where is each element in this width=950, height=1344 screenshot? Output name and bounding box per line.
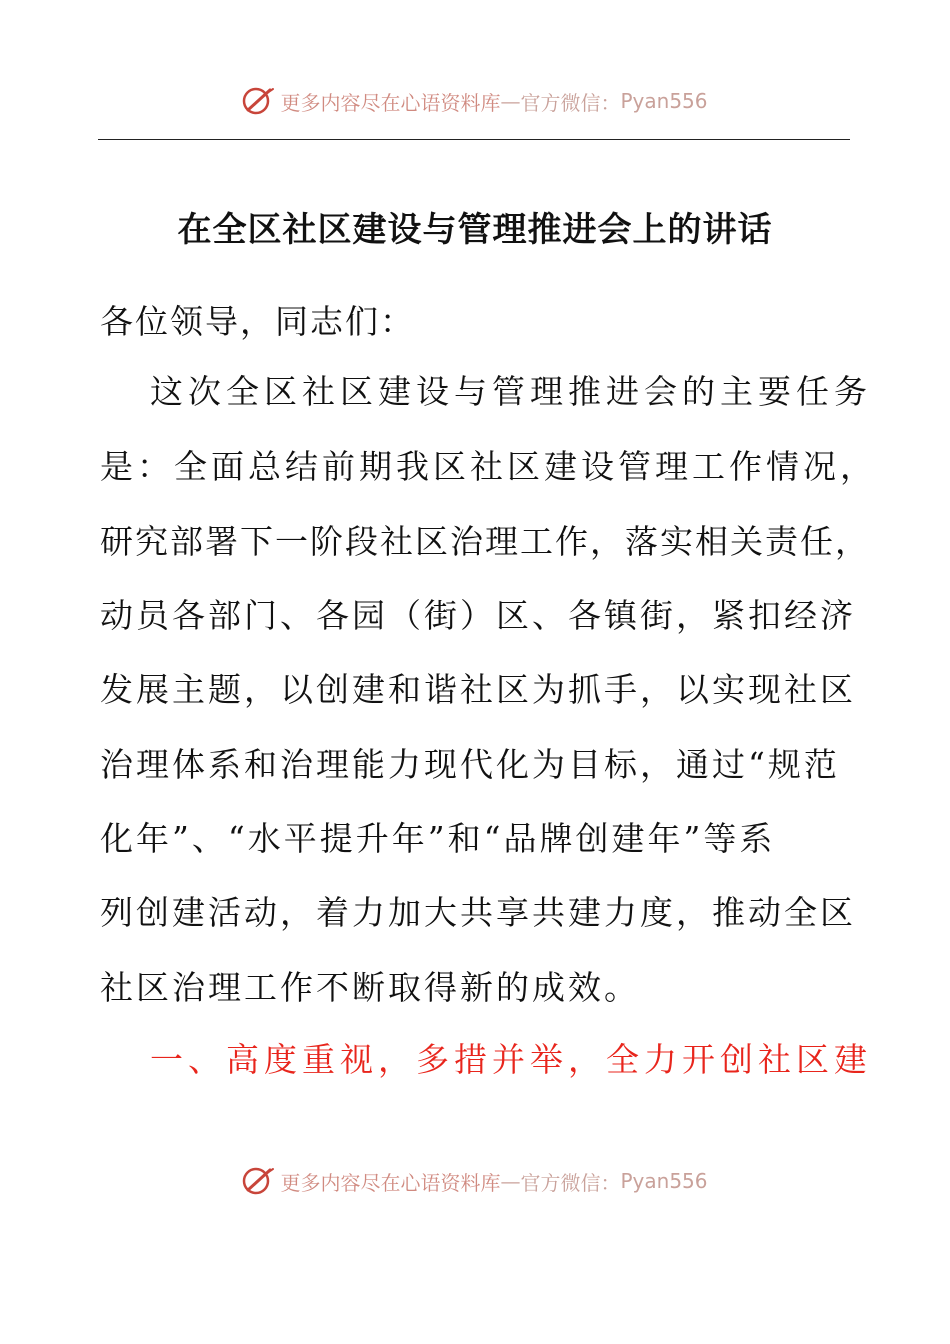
document-title: 在全区社区建设与管理推进会上的讲话	[177, 210, 773, 250]
body-line: 发展主题，以创建和谐社区为抓手，以实现社区	[100, 670, 856, 709]
pen-logo-icon	[242, 86, 276, 116]
header-rule	[98, 139, 850, 140]
body-line: 列创建活动，着力加大共享共建力度，推动全区	[100, 893, 856, 932]
watermark-brand: 更多内容尽在心语资料库	[280, 90, 501, 115]
watermark-separator: —	[500, 89, 521, 113]
watermark-account: Pyan556	[620, 89, 708, 113]
body-line: 社区治理工作不断取得新的成效。	[100, 968, 640, 1007]
body-line: 动员各部门、各园（街）区、各镇街，紧扣经济	[100, 596, 856, 635]
footer-watermark	[0, 1166, 950, 1196]
pen-logo-icon	[242, 1166, 276, 1196]
watermark-brand: 更多内容尽在心语资料库	[280, 1170, 501, 1195]
body-line: 是：全面总结前期我区社区建设管理工作情况，	[100, 447, 877, 486]
watermark-label: 官方微信：	[520, 90, 621, 115]
section-heading: 一、高度重视，多措并举，全力开创社区建	[150, 1040, 872, 1079]
watermark-account: Pyan556	[620, 1169, 708, 1193]
body-line: 这次全区社区建设与管理推进会的主要任务	[150, 372, 872, 411]
body-line: 研究部署下一阶段社区治理工作，落实相关责任，	[100, 522, 870, 561]
watermark-separator: —	[500, 1169, 521, 1193]
body-line: 化年”、“水平提升年”和“品牌创建年”等系	[100, 819, 776, 858]
body-line: 治理体系和治理能力现代化为目标，通过“规范	[100, 745, 840, 784]
header-watermark	[0, 86, 950, 116]
salutation: 各位领导，同志们：	[100, 302, 415, 341]
watermark-label: 官方微信：	[520, 1170, 621, 1195]
